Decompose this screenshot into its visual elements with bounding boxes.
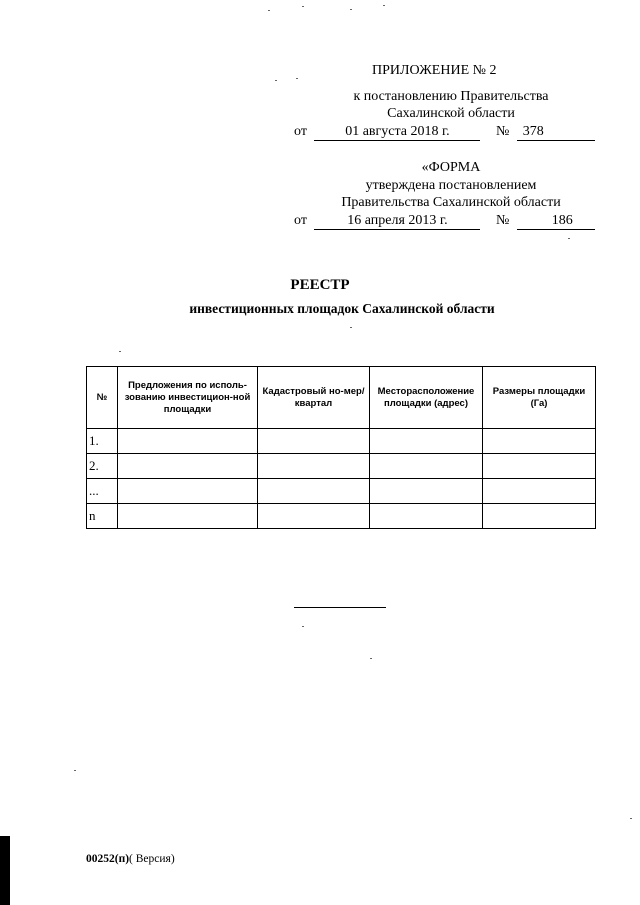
header-proposals: Предложения по исполь-зованию инвестицион-ной площадки xyxy=(118,367,258,429)
appendix-line-1: к постановлению Правительства xyxy=(353,89,549,104)
row-size xyxy=(483,479,596,504)
header-number: № xyxy=(87,367,118,429)
appendix-number-label: № xyxy=(495,124,510,139)
row-number: ... xyxy=(87,479,118,504)
table-row xyxy=(87,479,596,504)
row-cadastral xyxy=(258,429,370,454)
scan-speck xyxy=(350,9,352,10)
form-stamp-number: 186 xyxy=(517,213,595,230)
appendix-number: 378 xyxy=(517,124,595,141)
form-stamp-number-label: № xyxy=(495,213,510,228)
scan-speck xyxy=(350,327,352,328)
form-stamp-title: «ФОРМА xyxy=(421,160,481,175)
row-size xyxy=(483,429,596,454)
table-row xyxy=(87,454,596,479)
form-stamp-from-label: от xyxy=(294,213,307,228)
document-title: РЕЕСТР xyxy=(290,277,350,293)
scan-speck xyxy=(302,6,304,7)
row-proposals xyxy=(118,454,258,479)
scan-speck xyxy=(370,658,372,659)
registry-table xyxy=(86,366,596,529)
form-stamp-date-row xyxy=(294,213,595,230)
row-proposals xyxy=(118,429,258,454)
document-subtitle: инвестиционных площадок Сахалинской области xyxy=(189,301,495,316)
scan-speck xyxy=(302,626,304,627)
row-location xyxy=(370,504,483,529)
row-location xyxy=(370,429,483,454)
header-cadastral: Кадастровый но-мер/квартал xyxy=(258,367,370,429)
appendix-line-2: Сахалинской области xyxy=(387,106,515,121)
row-number: n xyxy=(87,504,118,529)
row-number: 1. xyxy=(87,429,118,454)
header-location: Месторасположение площадки (адрес) xyxy=(370,367,483,429)
row-cadastral xyxy=(258,479,370,504)
scan-speck xyxy=(383,5,385,6)
appendix-from-label: от xyxy=(294,124,307,139)
scan-speck xyxy=(296,78,298,79)
row-location xyxy=(370,479,483,504)
table-row xyxy=(87,429,596,454)
row-number: 2. xyxy=(87,454,118,479)
appendix-title: ПРИЛОЖЕНИЕ № 2 xyxy=(372,63,497,78)
table-header-row xyxy=(87,367,596,429)
form-stamp-line-2: Правительства Сахалинской области xyxy=(341,195,561,210)
closing-rule xyxy=(294,607,386,608)
table-row xyxy=(87,504,596,529)
form-stamp-date: 16 апреля 2013 г. xyxy=(314,213,480,230)
appendix-date: 01 августа 2018 г. xyxy=(314,124,480,141)
appendix-date-row xyxy=(294,124,595,141)
scan-speck xyxy=(630,818,632,819)
header-size: Размеры площадки (Га) xyxy=(483,367,596,429)
scan-speck xyxy=(568,238,570,239)
row-cadastral xyxy=(258,504,370,529)
row-proposals xyxy=(118,504,258,529)
row-size xyxy=(483,454,596,479)
row-cadastral xyxy=(258,454,370,479)
footer-version xyxy=(86,853,175,865)
row-size xyxy=(483,504,596,529)
footer-code: 00252(п) xyxy=(86,853,130,865)
scan-speck xyxy=(268,10,270,11)
row-proposals xyxy=(118,479,258,504)
row-location xyxy=(370,454,483,479)
form-stamp-line-1: утверждена постановлением xyxy=(365,178,537,193)
scan-speck xyxy=(119,351,121,352)
scan-edge-mark xyxy=(0,836,10,905)
scan-speck xyxy=(275,80,277,81)
footer-version-label: ( Версия) xyxy=(129,853,175,865)
scan-speck xyxy=(74,770,76,771)
